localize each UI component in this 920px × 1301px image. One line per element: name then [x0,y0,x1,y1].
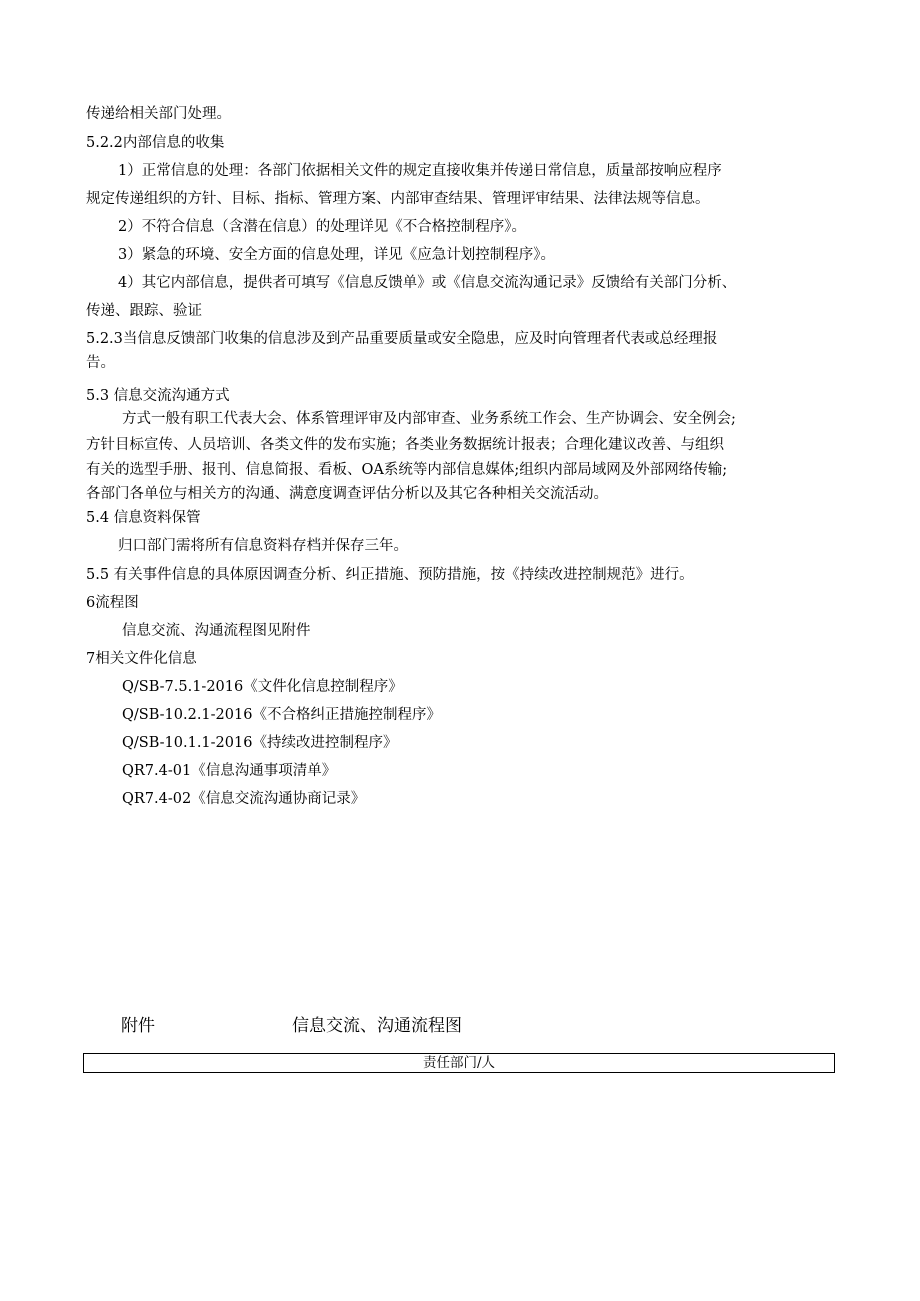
responsibility-table-header [83,1053,835,1073]
text-line: 3）紧急的环境、安全方面的信息处理，详见《应急计划控制程序》。 [118,247,555,263]
table-header-cell: 责任部门/人 [422,1055,496,1071]
section-heading-7: 7相关文件化信息 [86,651,197,667]
text-line: 告。 [86,355,115,371]
document-reference: Q/SB-7.5.1-2016《文件化信息控制程序》 [122,679,403,695]
section-heading-6: 6流程图 [86,595,139,611]
text-line: 有关的选型手册、报刊、信息简报、看板、OA系统等内部信息媒体;组织内部局域网及外部网络传输; [86,462,728,478]
text-line: 归口部门需将所有信息资料存档并保存三年。 [118,538,408,554]
section-heading-5-3: 5.3 信息交流沟通方式 [86,388,230,404]
text-line: 方针目标宣传、人员培训、各类文件的发布实施；各类业务数据统计报表；合理化建议改善、与组织 [86,437,724,453]
document-reference: QR7.4-02《信息交流沟通协商记录》 [122,791,366,807]
section-5-2-3: 5.2.3当信息反馈部门收集的信息涉及到产品重要质量或安全隐患，应及时向管理者代表或总经理报 [86,331,718,347]
text-line: 信息交流、沟通流程图见附件 [122,623,311,639]
section-heading-5-4: 5.4 信息资料保管 [86,510,201,526]
section-heading-5-2-2: 5.2.2内部信息的收集 [86,135,225,151]
text-line: 规定传递组织的方针、目标、指标、管理方案、内部审查结果、管理评审结果、法律法规等信息。 [86,191,710,207]
text-line: 2）不符合信息（含潜在信息）的处理详见《不合格控制程序》。 [118,219,526,235]
section-5-5: 5.5 有关事件信息的具体原因调查分析、纠正措施、预防措施，按《持续改进控制规范》进行。 [86,567,694,583]
text-line: 传递、跟踪、验证 [86,303,202,319]
text-line: 各部门各单位与相关方的沟通、满意度调查评估分析以及其它各种相关交流活动。 [86,486,608,502]
text-line: 传递给相关部门处理。 [86,106,231,122]
text-line: 4）其它内部信息，提供者可填写《信息反馈单》或《信息交流沟通记录》反馈给有关部门分析、 [118,275,737,291]
text-line: 方式一般有职工代表大会、体系管理评审及内部审查、业务系统工作会、生产协调会、安全例会; [122,411,736,427]
document-reference: Q/SB-10.2.1-2016《不合格纠正措施控制程序》 [122,707,441,723]
document-reference: Q/SB-10.1.1-2016《持续改进控制程序》 [122,735,398,751]
text-line: 1）正常信息的处理：各部门依据相关文件的规定直接收集并传递日常信息，质量部按响应程序 [118,163,722,179]
document-reference: QR7.4-01《信息沟通事项清单》 [122,763,337,779]
attachment-label: 附件 [121,1016,155,1036]
attachment-title: 信息交流、沟通流程图 [292,1016,462,1036]
